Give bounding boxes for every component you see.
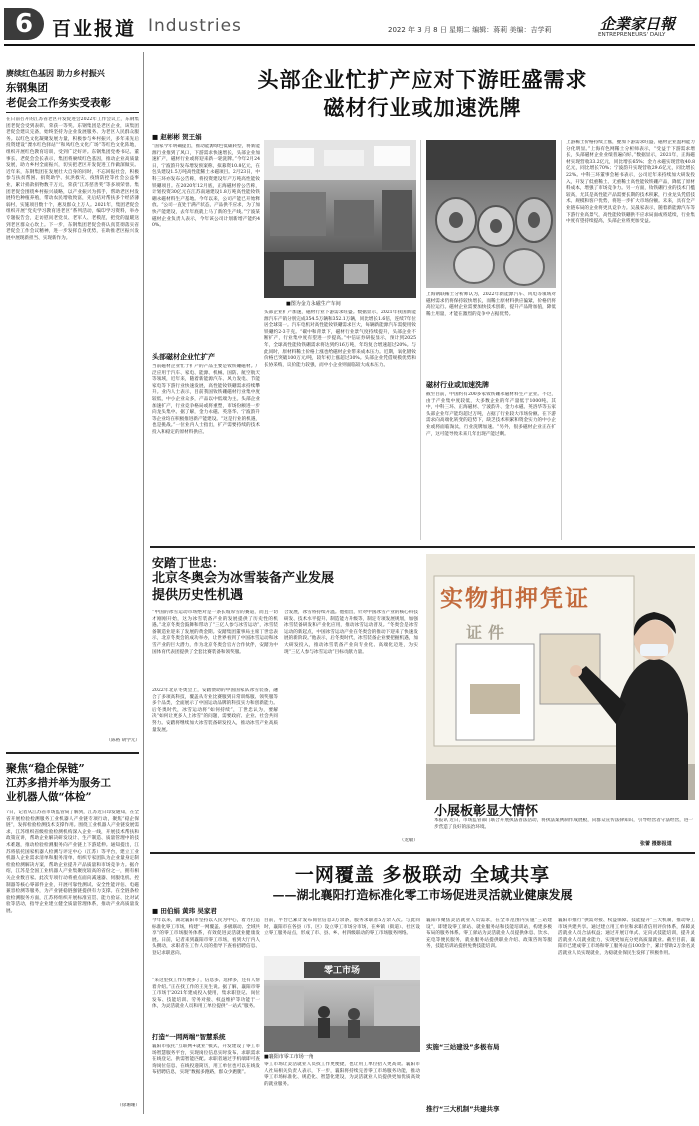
bottom-story-col2b: 襄阳市依托“互联网+就业”模式，开发建设了零工市场智慧服务平台，实现岗位信息实时发布、求职需求在线登记、供需智能匹配。求职者通过手机端即可查询岗位信息、在线投递简历，用工单位也可以在线发布招聘信息，实现“数据多跑路，群众少跑腿”。 xyxy=(152,1044,260,1076)
main-story-col2: 当前磁材企业忙于扩产的产品主要是钕铁硼磁材。广泛应用于汽车、家电、能源、机械、国防、航空航天等领域，近年来，随着新能源汽车、风力发电、节能家电等下游行业快速发展，高性能钕铁硼需求持续攀升。业内人士表示，目前我国钕铁硼磁材行业集中度较低，中小企业众多，产品以中低端为主。头部企业加速扩产，行业竞争格局或将重塑，市场份额进一步向龙头集中。据了解，金力永磁、英洛华、宁波韵升等企业均在积极推进新产能建设。“这是行业的机遇，也是挑战。”一位业内人士指出，扩产需要持续的技术投入和稳定的原材料供应。 xyxy=(152,364,260,435)
left-story-1-kicker: 赓续红色基因 助力乡村振兴 xyxy=(6,69,105,78)
main-story-col4b: 截至目前，中国约有200多家钕铁硼永磁材料生产企业。不过，由于产业集中度较低，大多数企业的年产量低于1000吨。其中，中科三环、正海磁材、宁波韵升、金力永磁、英洛华等五家头部企业年产能均超过万吨，占据了行业较大市场份额。在下游需求向高端化转变的趋势下，缺乏技术积累和资金实力的中小企业或将面临淘汰，行业洗牌加速。“另外，很多磁材企业正在扩产，这可能导致未来几年出现产能过剩。 xyxy=(426,392,556,437)
coil-photo-svg xyxy=(426,140,556,288)
masthead-rule xyxy=(4,44,695,46)
bottom-story-top-rule xyxy=(150,852,695,854)
left-story-1-body: 在日前召开的江苏省老区开发促进会2022年工作会议上，东钢集团老促会受到表彰，荣获一等奖。东钢集团是老区企业，该集团老促会建议完备，始终坚持为企业发展服务、为老区人民群众服务。以红色文化凝聚发展力量，积极参与乡村振兴，多年来先后投资建设“溧水红色驿站”“和凤红色文化广场”等红色文化阵地，组织开展红色教育培训，受到广泛好评。东钢集团党委书记、董事长、老促会会长表示，集团将赓续红色基因，推动企业高质量发展，助力乡村全面振兴，切实把老区开发促进工作做深做实。近年来，东钢集团在发展壮大自身的同时，不忘回报社会，积极参与扶贫帮困、捐资助学、抗洪救灾、疫情防控等社会公益事业，累计捐款捐物数千万元，荣获“江苏慈善奖”等多项荣誉。集团老促会围绕乡村振兴战略，以产业振兴为抓手，帮助老区村发展特色种植养殖，带动农民增收致富，先后结对帮扶多个经济薄弱村，实施项目数十个，惠及群众上万人。2021年，集团老促会组织开展“党史学习教育进老区”系列活动，编印学习资料，举办专题报告会，走访慰问老党员、老军人、老模范，把党的温暖送到老区群众心坎上。下一步，东钢集团老促会将认真贯彻落实省老促会工作会议精神，进一步发挥自身优势，在助推老区振兴发展中展现新担当、实现新作为。 xyxy=(6,117,139,241)
main-col-divider-1 xyxy=(420,140,421,540)
bottom-story-col3: 目前，平台已累计发布岗位信息3万余条，服务求职者5万余人次。与此同时，襄阳市在各县（市、区）设立零工市场分市场，在乡镇（街道）、社区设立零工服务站点，形成了市、县、乡、村四级联动的零工市场服务网络。 xyxy=(264,918,420,937)
coil-photo xyxy=(426,140,556,288)
main-story-byline: ■ 赵彬彬 贺王娟 xyxy=(152,133,202,141)
left-story-2-kicker: 聚焦“稳企保链” xyxy=(6,762,85,775)
olympic-story-col3: 合发展，冰雪将持续升温。他指出，针对中国冰雪产业的核心科技研发、技术水平提升、制造能力升级等，制定专项发展规划，加强冰雪装备研发和产业化应用，推动冰雪运动普及。“冬奥会是冰雪运动的新起点，中国冰雪运动产业在冬奥会的推动下迎来了快速发展的新阶段。”他表示，后冬奥时代，冰雪装备企业要把握机遇，加大研发投入，推动冰雪装备产业向专业化、高端化迈进，为实现“三亿人参与冰雪运动”目标贡献力量。 xyxy=(284,610,418,655)
paper-name-cn: 企業家日報 xyxy=(600,15,676,33)
main-story-subhead-1: 头部磁材企业忙扩产 xyxy=(152,353,215,361)
main-story-col1: “国家今年明确提出，推动能源绿色低碳转型，将新能源行业推到了风口，下游需求快速增长，头部企业加速扩产，磁材行业或将迎来新一轮洗牌。”今年2月24日，宁波韵升发布增发预案称，拟募资10.8亿元，在包头建设1.5万吨高性能稀土永磁项目。2月23日，中科三环亦发布公告称，将投资建设年产万吨高性能钕铁硼项目。在2020年12月底，正海磁材曾公告称，计划投资30亿元在江苏南通建设1.8万吨高性能钕铁硼永磁材料生产基地。今年以来，公司产能已开始释放。“公司一直处于满产状态，产品供不应求，为了加快产能建设，去年年底就上马了新的生产线。”宁波某磁材企业负责人表示，今年该公司计划新增产能约40%。 xyxy=(152,144,260,229)
factory-photo-svg xyxy=(264,140,416,298)
olympic-story-kicker: 安踏丁世忠： xyxy=(152,556,225,570)
olympic-story-title: 北京冬奥会为冰雪装备产业发展 提供历史性机遇 xyxy=(152,571,335,603)
left-story-1-title: 东钢集团 老促会工作务实受表彰 xyxy=(6,82,111,109)
left-story-1-byline: （陈裕 胡学元） xyxy=(106,738,140,743)
olympic-story-byline: （龙敏） xyxy=(399,838,418,843)
bottom-story-col1: 今年以来，湖北襄阳市坚持以人民为中心，着力打造标准化零工市场，构建“一网覆盖、多极联动、全域共享”的零工市场服务体系，有效促进灵活就业健康发展。日前，记者来到襄阳市零工市场，看到大厅内人头攒动，求职者在工作人员的指导下查看招聘信息、登记求职意向。 xyxy=(152,918,260,956)
bottom-story-col4: 襄阳市聚焦灵活就业人员需求，在全市范围内实施“三站建设”，即建设零工驿站、就业服务站和技能培训站，构建多极布局的服务体系。零工驿站为灵活就业人员提供休息、饮水、充电等便民服务，就业服务站提供职业介绍、政策咨询等服务，技能培训站提供免费技能培训。 xyxy=(426,918,552,950)
market-photo xyxy=(264,956,420,1052)
section-title-cn: 百业报道 xyxy=(52,18,137,40)
left-column-divider xyxy=(143,52,144,1114)
main-story-col3: 头部企业扩产加速，磁材行业下游需求旺盛。数据显示，2021年我国新能源汽车产销分别完成354.5万辆和352.1万辆，同比增长1.6倍，连续7年位居全球第一。汽车电机对高性能钕铁硼需求巨大，每辆新能源汽车需使用钕铁硼约2-3千克。“碳中和背景下，磁材行业景气度持续提升，头部企业不断扩产，行业集中度有望进一步提高。”中信证券研报显示，预计到2025年，全球高性能钕铁硼需求将达到约16万吨，年均复合增速超过20%。与此同时，原材料稀土价格上涨也给磁材企业带来成本压力。近期，氧化镨钕价格已突破100万元/吨，较年初上涨超过30%。头部企业凭借规模优势和长协采购，议价能力较强，而中小企业则面临较大成本压力。 xyxy=(264,310,416,368)
left-story-2-top-rule xyxy=(6,752,139,754)
olympic-story-col2: 2022年北京冬奥会上，安踏赞助的中国国家队冰雪装备，融合了多项高科技，覆盖从专业比赛服到日常训练服、领奖服等多个品类，全面展示了中国运动品牌的科技实力和创新能力。后冬奥时代，冰雪运动将“如何持续”，丁世忠认为，要解决“如何让更多人上冰雪”的问题，需要政府、企业、社会共同努力。安踏将继续加大冰雪装备研发投入，推动冰雪产业高质量发展。 xyxy=(152,688,278,733)
left-story-2-body: 7日，记者从江苏省市场监管局了解到，江苏近日印发通知，在全省开展检验检测服务工业机器人产业链专项行动，聚焦“稳企保链”，发挥检验检测技术支撑作用。围绕工业机器人产业链发展需求，江苏组织省级检验检测机构深入企业一线，开展技术帮扶和政策宣讲，帮助企业解决研发设计、生产制造、质量管理中的技术难题，推动检验检测服务向产业链上下游延伸。通知提出，江苏将依托国家机器人检测与评定中心（江苏）等平台，建立工业机器人企业需求清单和服务清单，组织专家团队为企业量身定制检验检测解决方案，帮助企业提升产品质量和市场竞争力。据介绍，江苏是全国工业机器人产业集聚度较高的省份之一，拥有相关企业数百家。此次专项行动将重点面向减速器、伺服电机、控制器等核心零部件企业，开展可靠性测试、安全性能评估、电磁兼容检测等服务，为产业链稳链强链提供有力支撑。在全链条检验检测服务方面，江苏将组织开展标准宣贯、能力验证、比对试验等活动，指导企业建立健全质量管理体系，推动产业高质量发展。 xyxy=(6,810,139,914)
bottom-story-col5: 襄阳市推行“供需对接、权益保障、技能提升”三大机制，推动零工市场共建共享。通过建立用工单位和求职者信用评价体系，保障灵活就业人员合法权益；通过开展订单式、定向式技能培训，提升灵活就业人员就业能力，实现更加充分更高质量就业。截至目前，襄阳市已建成零工市场和零工服务站点100余个，累计帮助2万余名灵活就业人员实现就业，为稳就业保民生发挥了积极作用。 xyxy=(558,918,695,956)
page-number-badge xyxy=(4,8,44,40)
bottom-story-subhead-2: 实施“三站建设”多极布局 xyxy=(426,1043,500,1051)
bottom-story-col2: “来这里找工作方便多了，信息多、选择多，还有人帮着介绍。”正在找工作的王先生说。据了解，襄阳市零工市场于2021年建成投入使用，集求职登记、岗位发布、技能培训、劳务对接、权益维护等功能于一体，为灵活就业人员和用工单位提供“一站式”服务。 xyxy=(152,978,260,1010)
bottom-story-title: 一网覆盖 多极联动 全域共享 xyxy=(294,864,551,886)
bottom-story-subtitle: ——湖北襄阳打造标准化零工市场促进灵活就业健康发展 xyxy=(272,888,573,902)
main-story-title: 头部企业忙扩产应对下游旺盛需求 磁材行业或加速洗牌 xyxy=(257,67,588,120)
market-photo-sign: 零工市场 xyxy=(323,966,360,976)
paper-name-en: ENTREPRENEURS' DAILY xyxy=(598,32,666,38)
inspection-caption: 本报讯 近日，市场监管部门联合开展执法普法活动，将执法案例制作成展板，向群众宣传法律知识，引导经营者守法经营，进一步营造了良好的法治环境。 xyxy=(434,818,693,830)
inspection-title: 小展板彰显大情怀 xyxy=(434,804,539,819)
market-photo-caption: ■襄阳市零工市场一角 xyxy=(264,1054,314,1060)
inspection-byline: 张蕾 摄影报道 xyxy=(640,841,672,847)
olympic-story-col1: “中国的冰雪运动市场绝对是一条长坡厚雪的赛道，而且一切才刚刚开始，这为冰雪装备产业的发展提供了历史性的机遇。”北京冬奥会鼓舞和带动了“三亿人参与冰雪运动”，冰雪装备制造业迎来了发展的黄金期。安踏集团董事局主席丁世忠表示，北京冬奥会的成功举办，让世界看到了中国冰雪运动和冰雪产业的巨大潜力，作为北京冬奥会官方合作伙伴，安踏为中国体育代表团提供了全套比赛装备和领奖服。 xyxy=(152,610,278,655)
bottom-story-byline: ■ 田伯娟 黄玮 吴家君 xyxy=(152,907,217,915)
bottom-story-subhead-3: 推行“三大机制”共建共享 xyxy=(426,1105,500,1113)
section-title-en: Industries xyxy=(148,16,242,36)
bottom-story-subhead-1: 打造“一网两端”智慧系统 xyxy=(152,1033,226,1041)
main-story-col4: 上海钢联稀土分析师认为，2022年新能源汽车、风电等领域对磁材需求仍将保持较快增长，而稀土原材料供应偏紧，价格仍将高位运行。磁材企业需要加快技术创新，提升产品附加值，降低稀土用量，才能在激烈的竞争中占据优势。 xyxy=(426,292,556,317)
main-col-divider-2 xyxy=(561,140,562,540)
inspection-sign-text: 实物扣押凭证 xyxy=(440,585,590,612)
page-number: 6 xyxy=(14,9,34,39)
factory-photo-caption: ■图为金力永磁生产车间 xyxy=(286,301,341,307)
inspection-photo xyxy=(426,554,695,800)
inspection-board-text: 证件 xyxy=(466,623,511,642)
main-story-subhead-2: 磁材行业或加速洗牌 xyxy=(426,381,489,389)
left-story-1-rule xyxy=(6,112,139,113)
left-story-2-title: 江苏多措并举为服务工 业机器人做“体检” xyxy=(6,777,111,803)
main-story-col5: 上游稀土价格持续上涨，叠加下游需求旺盛，磁材企业盈利能力分化明显。”上海有色网稀土分析师表示，“受益于下游需求增长，头部磁材企业业绩普遍向好。”数据显示，2021年，正海磁材实现营收33.2亿元，同比增长65%；金力永磁实现营收40.8亿元，同比增长70%；宁波韵升实现营收29.6亿元，同比增长22%。中科三环董事会秘书表示，公司近年来持续加大研发投入，开发了低重稀土、无重稀土高性能钕铁硼产品，降低了原材料成本，增强了市场竞争力。另一方面，钕铁硼行业的技术门槛较高，尤其是高性能产品需要长期的技术积累，行业龙头凭借技术、规模和客户优势，将进一步扩大市场份额。未来，具有全产业链布局的企业将更具竞争力。吴晟家表示，随着新能源汽车等下游行业高景气，高性能钕铁硼供不应求局面或将延续，行业集中度有望持续提高，头部企业将更加受益。 xyxy=(566,140,695,225)
bottom-story-col3b: 零工市场让灵活就业人员找工作更便捷，也让用工单位招人更高效。襄阳市人社局相关负责人表示，下一步，襄阳将持续完善零工市场服务功能，推动零工市场标准化、规范化、智慧化建设，为灵活就业人员提供更加优质高效的就业服务。 xyxy=(264,1062,420,1087)
factory-photo xyxy=(264,140,416,298)
left-story-2-byline: （徐珊珊） xyxy=(117,1103,140,1108)
masthead xyxy=(0,0,699,44)
main-story-bottom-rule xyxy=(150,546,695,548)
date-editor-line: 2022 年 3 月 8 日 星期二 编辑：蒋莉 美编：吉学莉 xyxy=(388,26,552,34)
